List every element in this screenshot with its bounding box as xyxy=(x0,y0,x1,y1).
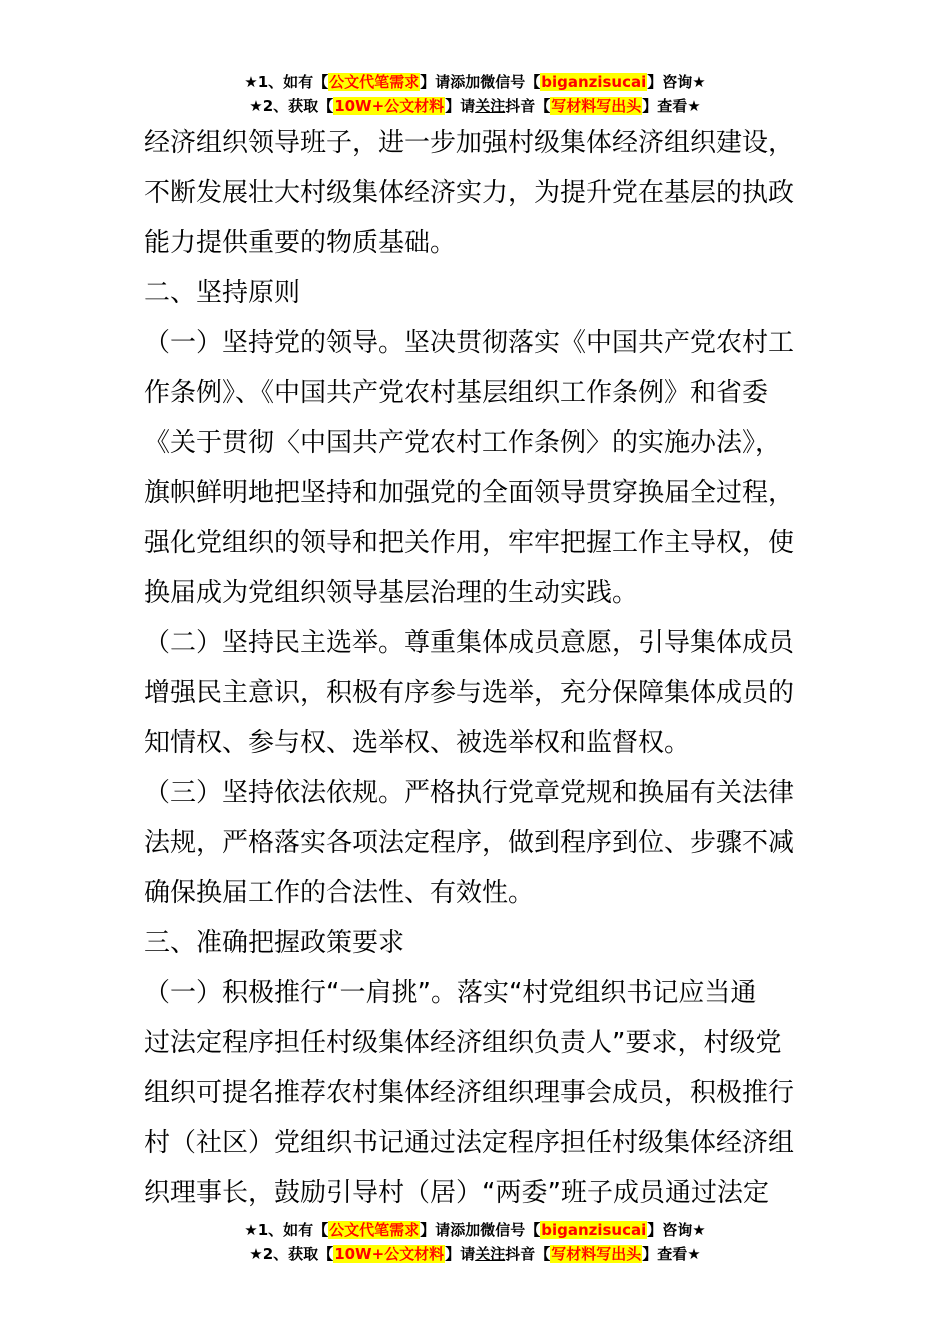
underlined-follow: 关注 xyxy=(475,1245,506,1263)
body-line: 组织可提名推荐农村集体经济组织理事会成员，积极推行 xyxy=(144,1078,795,1108)
highlight-wechat-id: biganzisucai xyxy=(541,73,647,91)
footer-banner xyxy=(0,1218,950,1266)
banner-text: ★2、获取【 xyxy=(249,1245,334,1263)
banner-text: 抖音【 xyxy=(505,1245,551,1263)
banner-text: ★1、如有【 xyxy=(244,73,329,91)
banner-text: ★1、如有【 xyxy=(244,1221,329,1239)
highlight-douyin-account: 写材料写出头 xyxy=(551,1245,642,1263)
body-line: 作条例》、《中国共产党农村基层组织工作条例》和省委 xyxy=(144,378,769,408)
banner-text: 】查看★ xyxy=(642,1245,701,1263)
banner-text: 】咨询★ xyxy=(647,73,706,91)
highlight-materials: 10W+公文材料 xyxy=(334,97,445,115)
body-line: 织理事长，鼓励引导村（居）“两委”班子成员通过法定 xyxy=(144,1178,769,1208)
highlight-ghostwriting: 公文代笔需求 xyxy=(329,1221,420,1239)
banner-text: 】查看★ xyxy=(642,97,701,115)
banner-text: 】请添加微信号【 xyxy=(420,73,541,91)
highlight-ghostwriting: 公文代笔需求 xyxy=(329,73,420,91)
highlight-douyin-account: 写材料写出头 xyxy=(551,97,642,115)
banner-text: 】请 xyxy=(445,97,476,115)
body-line: 知情权、参与权、选举权、被选举权和监督权。 xyxy=(144,728,691,758)
body-line: 强化党组织的领导和把关作用，牢牢把握工作主导权，使 xyxy=(144,528,795,558)
body-line: （一）积极推行“一肩挑”。落实“村党组织书记应当通 xyxy=(144,978,757,1008)
body-line: 经济组织领导班子，进一步加强村级集体经济组织建设， xyxy=(144,128,795,158)
header-banner xyxy=(0,70,950,118)
body-line: 不断发展壮大村级集体经济实力，为提升党在基层的执政 xyxy=(144,178,795,208)
banner-text: 】请添加微信号【 xyxy=(420,1221,541,1239)
body-line: 过法定程序担任村级集体经济组织负责人”要求，村级党 xyxy=(144,1028,782,1058)
body-line: 确保换届工作的合法性、有效性。 xyxy=(144,878,535,908)
banner-text: 抖音【 xyxy=(505,97,551,115)
banner-text: 】请 xyxy=(445,1245,476,1263)
body-line: （三）坚持依法依规。严格执行党章党规和换届有关法律 xyxy=(144,778,795,808)
body-line: （一）坚持党的领导。坚决贯彻落实《中国共产党农村工 xyxy=(144,328,795,358)
section-heading: 三、准确把握政策要求 xyxy=(144,928,405,958)
document-body xyxy=(144,118,808,1218)
body-line: （二）坚持民主选举。尊重集体成员意愿，引导集体成员 xyxy=(144,628,795,658)
banner-line-1 xyxy=(0,1218,950,1242)
body-line: 法规，严格落实各项法定程序，做到程序到位、步骤不减 xyxy=(144,828,795,858)
body-line: 能力提供重要的物质基础。 xyxy=(144,228,457,258)
highlight-wechat-id: biganzisucai xyxy=(541,1221,647,1239)
body-line: 村（社区）党组织书记通过法定程序担任村级集体经济组 xyxy=(144,1128,795,1158)
highlight-materials: 10W+公文材料 xyxy=(334,1245,445,1263)
banner-line-1 xyxy=(0,70,950,94)
section-heading: 二、坚持原则 xyxy=(144,278,301,308)
banner-line-2 xyxy=(0,1242,950,1266)
body-line: 《关于贯彻〈中国共产党农村工作条例〉的实施办法》， xyxy=(144,428,782,458)
banner-text: ★2、获取【 xyxy=(249,97,334,115)
body-line: 增强民主意识，积极有序参与选举，充分保障集体成员的 xyxy=(144,678,795,708)
body-line: 换届成为党组织领导基层治理的生动实践。 xyxy=(144,578,639,608)
banner-text: 】咨询★ xyxy=(647,1221,706,1239)
banner-line-2 xyxy=(0,94,950,118)
body-line: 旗帜鲜明地把坚持和加强党的全面领导贯穿换届全过程， xyxy=(144,478,795,508)
underlined-follow: 关注 xyxy=(475,97,506,115)
